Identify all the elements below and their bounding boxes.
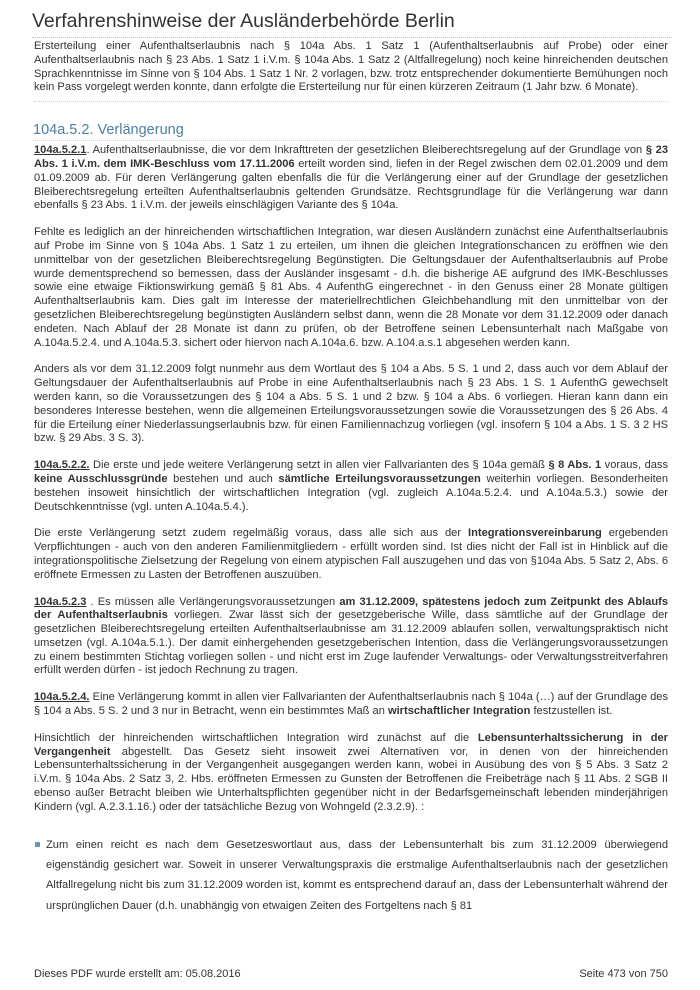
page-title: Verfahrenshinweise der Ausländerbehörde Berlin [32, 10, 672, 38]
list-item-text: Zum einen reicht es nach dem Gesetzeswortlaut aus, dass der Lebensunterhalt bis zum 31.12.2009 überwiegend eigenständig gesichert war. Soweit in unserer Verwaltungspraxis die erstmalige Aufenthaltserlaubnis nach der gesetzlichen Altfallregelung nicht bis zum 31.12.2009 worden ist, kommt es entsprechend darauf an, dass der Lebensunterhalt während der ursprünglichen Dauer (d.h. unabhängig von etwaigen Zeiten des Fortgeltens nach § 81 [46, 838, 668, 912]
paragraph-text: ergebenden Verpflichtungen - auch von den anderen Familienmitgliedern - erfüllt worden sind. Ist dies nicht der Fall ist in Hinblick auf die integrationspolitische Zielsetzung der Regelung von einem atypischen Fall auszugehen und das von §104a Abs. 5 Satz 2, Abs. 6 eröffnete Ermessen zu Lasten der Betroffenen auszuüben. [34, 527, 668, 581]
paragraph-livelihood-past [34, 732, 668, 815]
paragraph-text: abgestellt. Das Gesetz sieht insoweit zwei Alternativen vor, in denen von der hinreichenden Lebensunterhaltssicherung in der Vergangenheit ausgegangen werden kann, wobei in Ausübung des von § 5 Abs. 3 Satz 2 i.V.m. § 104a Abs. 2 Satz 3, 2. Hbs. eröffneten Ermessen zu Gunsten der Betroffenen die Freibeträge nach § 11 Abs. 2 SGB II ebenso außer Betracht bleiben wie Unterhaltspflichten gegenüber nicht in der Bedarfsgemeinschaft lebenden minderjährigen Kindern (vgl. A.2.3.1.16.) oder der tatsächliche Bezug von Wohngeld (2.3.2.9). : [34, 745, 668, 813]
paragraph-104a-5-2-4 [34, 691, 668, 719]
paragraph-number: 104a.5.2.4. [34, 691, 90, 704]
creation-date: Dieses PDF wurde erstellt am: 05.08.2016 [34, 968, 241, 980]
paragraph-text: Die erste Verlängerung setzt zudem regelmäßig voraus, dass alle sich aus der [34, 527, 469, 540]
intro-paragraph: Ersterteilung einer Aufenthaltserlaubnis nach § 104a Abs. 1 Satz 1 (Aufenthaltserlaubnis auf Probe) oder einer Aufenthaltserlaubnis nach § 23 Abs. 1 Satz 1 i.V.m. § 104a Abs. 1 Satz 2 (Altfallregelung) noch keine hinreichenden deutschen Sprachkenntnisse im Sinne von § 104 Abs. 1 Satz 1 Nr. 2 vorlagen, bzw. trotz entsprechender dokumentierte Bemühungen noch kein Pass vorgelegt werden konnte, dann erfolgte die Ersterteilung nur für einen kürzeren Zeitraum (1 Jahr bzw. 6 Monate). [34, 40, 668, 102]
paragraph-text: . Aufenthaltserlaubnisse, die vor dem Inkrafttreten der gesetzlichen Bleiberechtsregelung auf der Grundlage von [86, 144, 646, 157]
list-item [34, 835, 668, 916]
bold-text: am 31.12.2009, spätestens jedoch zum Zeitpunkt des Ablaufs der Aufenthaltserlaubnis [34, 595, 668, 622]
bold-text: Lebensunterhaltssicherung in der Vergangenheit [34, 731, 668, 758]
paragraph-text: weiterhin vorliegen. Besonderheiten bestehen insoweit hinsichtlich der wirtschaftlichen Integration (vgl. zugleich A.104a.5.2.4. und A.104a.5.3.) sowie der Deutschkenntnisse (vgl. unten A.104a.5.4.). [34, 472, 669, 513]
paragraph-text: voraus, dass [601, 459, 668, 472]
paragraph-text: bestehen und auch [167, 472, 279, 485]
section-heading: 104a.5.2. Verlängerung [33, 122, 668, 141]
paragraph-104a-5-2-3 [34, 596, 668, 679]
paragraph-text: Eine Verlängerung kommt in allen vier Fallvarianten der Aufenthaltserlaubnis nach § 104a (…) auf der Grundlage des § 104 a Abs. 5 S. 2 und 3 nur in Betracht, wenn ein bestimmtes Maß an [34, 691, 668, 718]
document-body [34, 40, 668, 916]
paragraph-text: vorliegen. Zwar lässt sich der gesetzgeberische Wille, dass sämtliche auf der Grundlage der gesetzlichen Bleiberechtsregelung erteilten Aufenthaltserlaubnisse am 31.12.2009 ablaufen sollen, verwaltungspraktisch nicht umsetzen (vgl. A.104a.5.1.). Der damit einhergehenden gesetzgeberischen Intention, dass die Verlängerungsvoraussetzungen zu einem bestimmten Stichtag vorliegen sollen - und nicht erst im Zuge laufender Verwaltungs- oder Verwaltungsstreitverfahren erfüllt werden dürfen - ist jedoch Rechnung zu tragen. [34, 609, 668, 677]
paragraph-text: festzustellen ist. [530, 705, 613, 718]
bullet-square-icon [35, 842, 40, 847]
paragraph-104a-5-2-2 [34, 459, 668, 514]
paragraph-change-before-expiry: Anders als vor dem 31.12.2009 folgt nunmehr aus dem Wortlaut des § 104 a Abs. 5 S. 1 und 2, dass auch vor dem Ablauf der Geltungsdauer der Aufenthaltserlaubnis auf Probe in eine Aufenthaltserlaubnis nach § 23 Abs. 1 S. 1 AufenthG gewechselt werden kann, so die Voraussetzungen des § 104 a Abs. 5 S. 1 und 2 bzw. § 104 a Abs. 6 vorliegen. Hieran kann dann ein besonderes Interesse bestehen, wenn die allgemeinen Erteilungsvoraussetzungen sowie die Voraussetzungen des § 26 Abs. 4 für die Erteilung einer Niederlassungserlaubnis bzw. für einen Familiennachzug vorliegen (vgl. insofern § 104 a Abs. 1 S. 3 2 HS bzw. § 29 Abs. 3 S. 3). [34, 363, 668, 445]
bold-text: § 8 Abs. 1 [548, 459, 602, 472]
paragraph-number: 104a.5.2.1 [34, 144, 87, 157]
paragraph-text: Hinsichtlich der hinreichenden wirtschaftlichen Integration wird zunächst auf die [34, 731, 478, 744]
paragraph-104a-5-2-1 [34, 144, 668, 213]
paragraph-integration-agreement [34, 527, 668, 582]
page-number: Seite 473 von 750 [579, 968, 668, 980]
page-footer [34, 968, 668, 980]
paragraph-number: 104a.5.2.3 [34, 595, 87, 608]
paragraph-integration: Fehlte es lediglich an der hinreichenden wirtschaftlichen Integration, war diesen Ausländern zunächst eine Aufenthaltserlaubnis auf Probe im Sinne von § 104a Abs. 1 Satz 1 zu erteilen, um ihnen die gleichen Integrationschancen zu eröffnen wie den unmittelbar von der gesetzlichen Bleiberechtsregelung Begünstigten. Die Geltungsdauer der Aufenthaltserlaubnis auf Probe wurde dementsprechend so bemessen, dass der Ausländer insgesamt - d.h. die bisherige AE aufgrund des IMK-Beschlusses sowie eine etwaige Fiktionswirkung gemäß § 81 Abs. 4 AufenthG eingerechnet - in den Genuss einer 28 Monate gültigen Aufenthaltserlaubnis kam. Dies galt im Interesse der materiellrechtlichen Gleichbehandlung mit den unmittelbar von der gesetzlichen Bleiberechtsregelung begünstigten Ausländern selbst dann, wenn die 28 Monate vor dem 31.12.2009 oder danach endeten. Nach Ablauf der 28 Monate ist dann zu prüfen, ob der Betroffene seinen Lebensunterhalt nach Maßgabe von A.104a.5.2.4. und A.104a.5.3. sichert oder hiervon nach A.104a.6. bzw. A.104.a.s.1 abgesehen werden kann. [34, 226, 668, 349]
bold-text: sämtliche Erteilungsvoraussetzungen [278, 472, 481, 485]
paragraph-text: Die erste und jede weitere Verlängerung setzt in allen vier Fallvarianten des § 104a gemäß [89, 459, 549, 472]
paragraph-text: erteilt worden sind, liefen in der Regel zwischen dem 02.01.2009 und dem 01.09.2009 ab. Für deren Verlängerung galten ebenfalls die für die Verlängerung einer auf der Grundlage der gesetzlichen Bleiberechtsregelung erteilten Aufenthaltserlaubnis geltenden Grundsätze. Rechtsgrundlage für die Verlängerung war dann ebenfalls § 23 Abs. 1 i.V.m. der jeweils einschlägigen Variante des § 104a. [34, 157, 668, 212]
paragraph-number: 104a.5.2.2. [34, 459, 90, 472]
paragraph-text: . Es müssen alle Verlängerungsvoraussetzungen [86, 595, 340, 608]
bold-text: keine Ausschlussgründe [34, 472, 168, 485]
bold-text: Integrationsvereinbarung [468, 527, 602, 540]
bold-text: wirtschaftlicher Integration [387, 705, 531, 718]
bold-text: § 23 Abs. 1 i.V.m. dem IMK-Beschluss vom 17.11.2006 [34, 144, 669, 170]
